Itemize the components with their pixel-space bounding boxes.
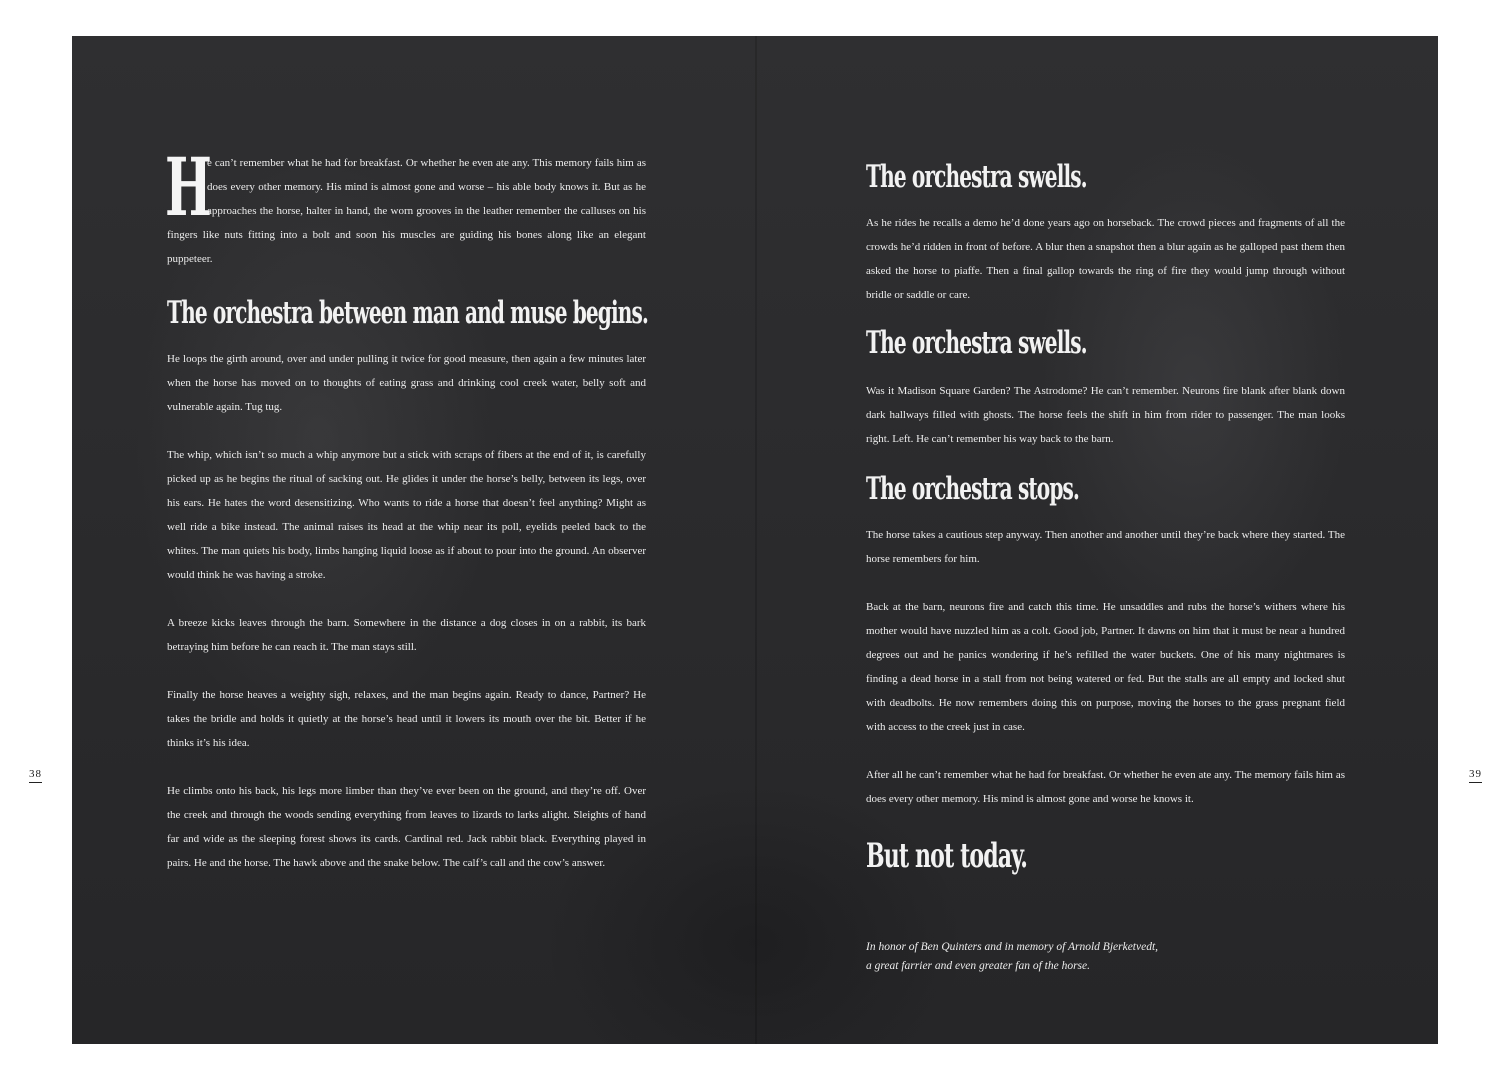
book-spread (72, 36, 1438, 1044)
dedication-line-1: In honor of Ben Quinters and in memory of Arnold Bjerketvedt, (866, 941, 1159, 953)
section-heading-swells-1: The orchestra swells. (866, 159, 1087, 195)
intro-text: e can’t remember what he had for breakfast. Or whether he even ate any. This memory fails him as does every other memory. His mind is almost gone and worse – his able body knows it. But as he approaches the horse, halter in hand, the worn grooves in the leather remember the calluses on his fingers like nuts fitting into a bolt and soon his muscles are guiding his bones along like an elegant puppeteer. (167, 157, 646, 265)
body-paragraph: He loops the girth around, over and under pulling it twice for good measure, then again a few minutes later when the horse has moved on to thoughts of eating grass and drinking cool creek water, belly soft and vulnerable again. Tug tug. (167, 353, 646, 413)
body-paragraph: He climbs onto his back, his legs more limber than they’ve ever been on the ground, and they’re off. Over the creek and through the woods sending everything from leaves to lizards to larks alight. Sleights of hand far and wide as the sleeping forest shows its cards. Cardinal red. Jack rabbit black. Everything played in pairs. He and the horse. The hawk above and the snake below. The calf’s call and the cow’s answer. (167, 785, 646, 869)
right-page-block-3 (866, 523, 1345, 811)
body-paragraph: Was it Madison Square Garden? The Astrodome? He can’t remember. Neurons fire blank after blank down dark hallways filled with ghosts. The horse feels the shift in him from rider to passenger. The man looks right. Left. He can’t remember his way back to the barn. (866, 385, 1345, 445)
dedication-line-2: a great farrier and even greater fan of the horse. (866, 960, 1091, 972)
section-heading-begins: The orchestra between man and muse begins. (167, 295, 649, 331)
page-number-left: 38 (29, 768, 42, 783)
body-paragraph: The horse takes a cautious step anyway. Then another and another until they’re back where they started. The horse remembers for him. (866, 529, 1345, 565)
body-paragraph: After all he can’t remember what he had for breakfast. Or whether he even ate any. The memory fails him as does every other memory. His mind is almost gone and worse he knows it. (866, 769, 1345, 805)
drop-cap: H (165, 140, 212, 234)
closing-heading: But not today. (866, 836, 1028, 876)
right-page-block-2 (866, 379, 1345, 451)
dedication (866, 938, 1345, 976)
body-paragraph: A breeze kicks leaves through the barn. Somewhere in the distance a dog closes in on a rabbit, its bark betraying him before he can reach it. The man stays still. (167, 617, 646, 653)
right-page-block-1 (866, 211, 1345, 307)
body-paragraph: The whip, which isn’t so much a whip anymore but a stick with scraps of fibers at the end of it, is carefully picked up as he begins the ritual of sacking out. He glides it under the horse’s belly, between its legs, over his ears. He hates the word desensitizing. Who wants to ride a horse that doesn’t feel anything? Might as well ride a bike instead. The animal raises its head at the whip near its poll, eyelids peeled back to the whites. The man quiets his body, limbs hanging liquid loose as if about to pour into the ground. An observer would think he was having a stroke. (167, 449, 646, 581)
right-page (757, 36, 1438, 1044)
left-page (72, 36, 755, 1044)
body-paragraph: Finally the horse heaves a weighty sigh, relaxes, and the man begins again. Ready to dance, Partner? He takes the bridle and holds it quietly at the horse’s head until it lowers its mouth over the bit. Better if he thinks it’s his idea. (167, 689, 646, 749)
section-heading-stops: The orchestra stops. (866, 471, 1080, 507)
left-page-body (167, 347, 646, 875)
body-paragraph: Back at the barn, neurons fire and catch this time. He unsaddles and rubs the horse’s withers where his mother would have nuzzled him as a colt. Good job, Partner. It dawns on him that it must be near a hundred degrees out and he panics wondering if he’s refilled the water buckets. One of his many nightmares is finding a dead horse in a stall from not being watered or fed. But the stalls are all empty and locked shut with deadbolts. He now remembers doing this on purpose, moving the horses to the grass pregnant field with access to the creek just in case. (866, 601, 1345, 733)
page-number-right: 39 (1469, 768, 1482, 783)
left-page-intro-block (165, 140, 646, 271)
intro-paragraph (165, 140, 646, 271)
body-paragraph: As he rides he recalls a demo he’d done years ago on horseback. The crowd pieces and fragments of all the crowds he’d ridden in front of before. A blur then a snapshot then a blur again as he galloped past them then asked the horse to piaffe. Then a final gallop towards the ring of fire they would jump through without bridle or saddle or care. (866, 217, 1345, 301)
section-heading-swells-2: The orchestra swells. (866, 325, 1087, 361)
